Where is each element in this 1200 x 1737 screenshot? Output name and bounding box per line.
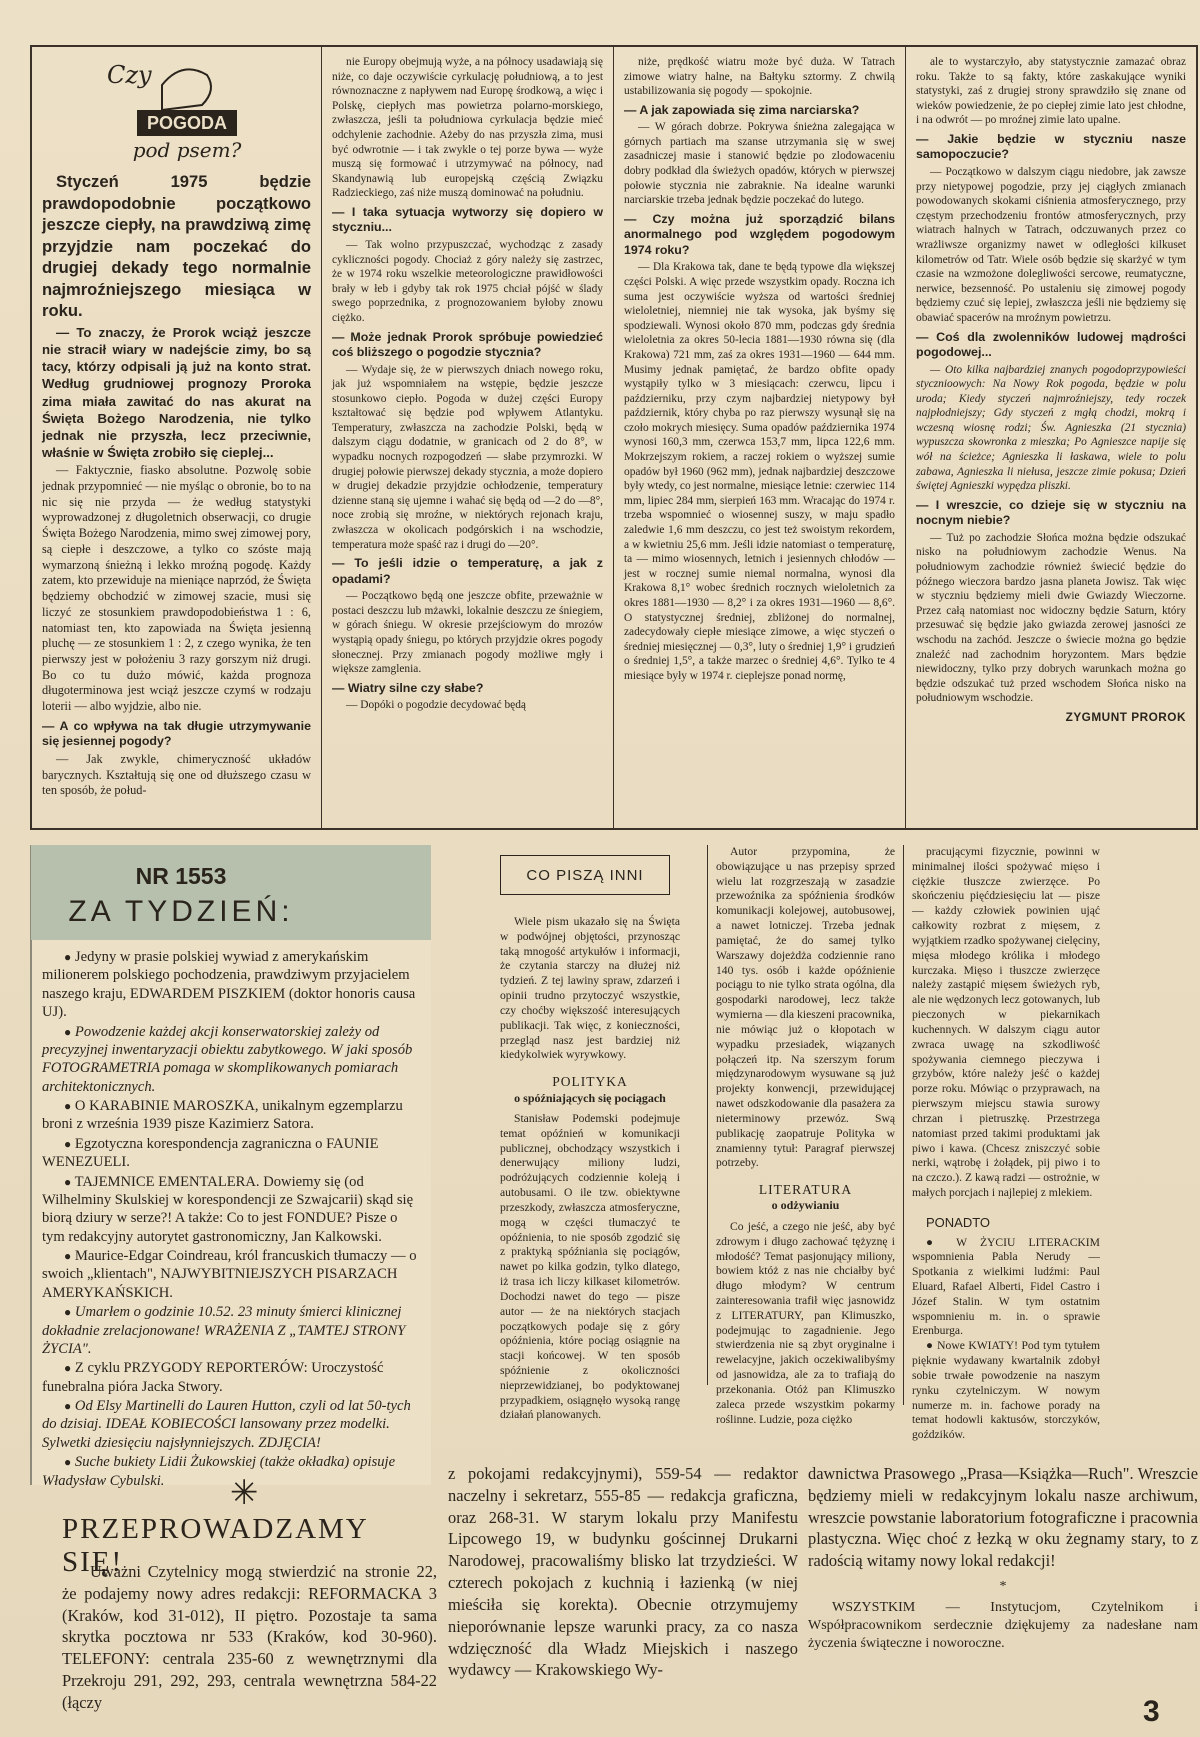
list-item: ● Maurice-Edgar Coindreau, król francuskich tłumaczy — o swoich „klientach", NAJWYBITNIEJSZYCH PISARZACH AMERYKAŃSKICH. [42, 1248, 417, 1301]
section-heading: LITERATURA [758, 1182, 853, 1198]
bottom-section [30, 845, 1198, 1725]
article-question: — A jak zapowiada się zima narciarska? [624, 102, 860, 117]
list-item: ● Z cyklu PRZYGODY REPORTERÓW: Uroczystość funebralna pióra Jacka Stwory. [42, 1360, 384, 1395]
article-paragraph: — Tak wolno przypuszczać, wychodząc z zasady cykliczności pogody. Chociaż z góry należy się zastrzec, że w 1974 roku wszelkie meteorologiczne prawidłowości brały w łeb i gdyby tak rok 1975 chciał pójść w ślady swego poprzednika, z prognozowaniem byłoby znowu ciężko. [332, 238, 603, 324]
thanks-note: WSZYSTKIM — Instytucjom, Czytelnikom i Współpracownikom serdecznie dziękujemy za nadesłane nam życzenia świąteczne i noworoczne. [808, 1599, 1198, 1652]
logo-pod-psem-text: pod psem? [132, 138, 241, 162]
article-paragraph: — Początkowo w dalszym ciągu niedobre, jak zawsze przy nietypowej pogodzie, przy jej ciągłych zmianach powodowanych skokami ciśnienia atmosferycznego, przy częstym przechodzeniu frontów atmosferycznych, przy wiatrach halnych w Tatrach, odczuwanych przez co wrażliwsze organizmy nawet w odległości kilkuset kilometrów od Tatr. Wiele osób będzie się skarżyć w tym czasie na wzmożone dolegliwości sercowe, reumatyczne, nerwice, bezsenność. Po ustaleniu się zimowej pogody będziemy czuć się lepiej, zwłaszcza jeśli nie będziemy się obawiać spacerów na mroźnym powietrzu. [916, 165, 1186, 324]
press-review-title: CO PISZĄ INNI [500, 855, 670, 895]
list-item: ● W ŻYCIU LITERACKIM wspomnienia Pabla Nerudy — Spotkania z wielkimi ludźmi: Paul Eluard, Rafael Alberti, Fidel Castro i Józef Stalin. W tym ostatnim wspomnieniu m. in. o sprawie Erenburga. [912, 1235, 1100, 1338]
article-paragraph: — W górach dobrze. Pokrywa śnieżna zalegająca w górnych partiach ma szanse utrzymania się w swej zasadniczej masie i stanowić będzie po zlodowaceniu dobry podkład dla świeżych opadów, których w pierwszej połowie stycznia nie zabraknie. Na idealne warunki narciarskie trzeba jednak będzie poczekać do lutego. [624, 121, 895, 207]
article-paragraph: — Początkowo będą one jeszcze obfite, przeważnie w postaci deszczu lub mżawki, lokalnie deszczu ze śniegiem, w górach śniegu. W okresie przejściowym do mrozów wystąpią opady śniegu, po których przyjdzie okres pogody słonecznej. Przy zmianach pogody możliwe mgły i większe zamglenia. [332, 590, 603, 676]
article-paragraph: — Dla Krakowa tak, dane te będą typowe dla większej części Polski. A więc przede wszystkim opady. Roczna ich suma jest oczywiście wyższa od wartości średniej wieloletniej, niemniej nie tak wysoka, jak byśmy się spodziewali. Wynosi około 870 mm, podczas gdy średnia wieloletnia za okres 50-lecia 1881—1930 równa się (dla Krakowa) 721 mm, zaś za okres 1931—1960 — 644 mm. Musimy jednak pamiętać, że bardzo obfite opady wystąpiły tylko w 3 miesiącach: czerwcu, lipcu i październiku, przy czym najbardziej nietypowy był październik, który chyba po raz pierwszy wysunął się na czoło mokrych miesięcy. Suma opadów października 1974 wynosi 160,3 mm, czerwca 153,7 mm, lipca 122,6 mm. Mokrzejszym rokiem, a raczej rokiem o wyższej sumie opadów był 1960 (962 mm), jednak najbardziej deszczowe były wtedy, co jest normalne, miesiące letnie: czerwiec 114 mm, lipiec 284 mm, sierpień 163 mm. Wracając do 1974 r. trzeba wspomnieć o wiosennej suszy, w maju spadło zaledwie 1,6 mm deszczu, co jest też swoistym rekordem, a w kwietniu 25,6 mm. Jeśli idzie natomiast o temperaturę, ta — mimo wiosennych, letnich i jesiennych chłodów — jest w rocznej sumie niemal normalna, wynosi dla Krakowa 8,1° wobec średnich rocznych wieloletnich za okres 1881—1930 — 8,2° i za okres 1931—1960 — 8,6°. O statystycznej średniej, zbliżonej do normalnej, zadecydowały ciepłe miesiące zimowe, a więc styczeń o średniej miesięcznej — 0,3°, luty o średniej 1,9° i grudzień o średniej 1,5°, a także marzec o średniej 4,6°. Tylko te 4 miesiące były w 1974 r. cieplejsze ponad normę, [624, 261, 895, 682]
article-question: — I taka sytuacja wytworzy się dopiero w styczniu... [332, 204, 603, 235]
article-paragraph: — Jak zwykle, chimeryczność układów barycznych. Kształtują się one od dłuższego czasu w ten sposób, że połud- [42, 751, 311, 798]
author-signature: ZYGMUNT PROROK [1065, 709, 1186, 724]
article-question: — Wiatry silne czy słabe? [332, 680, 484, 695]
article-question: — Coś dla zwolenników ludowej mądrości pogodowej... [916, 329, 1186, 359]
list-item: ● Od Elsy Martinelli do Lauren Hutton, czyli od lat 50-tych do dzisiaj. IDEAŁ KOBIECOŚCI lansowany przez modelki. Sylwetki dziesięciu najsłynniejszych. ZDJĘCIA! [42, 1398, 411, 1451]
article-paragraph: ale to wystarczyło, aby statystycznie zamazać obraz roku. Także to są fakty, które zaskakujące wyniki statystyki, zaś z drugiej strony sprawdziło się znane od wieków powiedzenie, że po ciepłej zimie lato jest chłodne, i na odwrót — po mroźnej zimie lato upalne. [916, 56, 1186, 127]
section-heading: POLITYKA [552, 1074, 628, 1090]
list-item: ● Nowe KWIATY! Pod tym tytułem pięknie wydawany kwartalnik zdobył sobie trwałe powodzenie na naszym rynku czytelniczym. W nowym numerze m. in. fachowe porady na temat hodowli kaktusów, storczyków, goździków. [912, 1339, 1100, 1442]
press-review-column-1: Wiele pism ukazało się na Święta w podwójnej objętości, przynosząc taką mnogość artykułów i informacji, że czytania starczy na dłużej niż tydzień. Z tej lawiny spraw, zdarzeń i opinii trudno przytoczyć wszystkie, czy choćby większość interesujących publikacji. Tak więc, z konieczności, przegląd nasz jest bardziej niż kiedykolwiek wyrywkowy. POLITYKA o spóźniających się pociągach Stanisław Podemski podejmuje temat opóźnień w komunikacji publicznej, obchodzący wszystkich i denerwujący miliony ludzi, podróżujących codziennie koleją i autobusami. O ile tzw. obiektywne przeszkody, zwłaszcza atmosferyczne, mogą w części tłumaczyć te opóźnienia, to nie sposób zgodzić się z praktyką spóźniania się pociągów, nawet po kilka godzin, tylko dlatego, iż trasa ich liczy kilkaset kilometrów. Dochodzi nawet do tego — pisze autor — że na niektórych stacjach początkowych podaje się z góry opóźnienia, które pociąg osiągnie na stacji końcowej. W ten sposób spóźnienie z okoliczności nieprzewidzianej, bo podyktowanej przypadkiem, osiągnęło wysoką rangę działań planowanych. [500, 915, 680, 1422]
list-item: ● O KARABINIE MAROSZKA, unikalnym egzemplarzu broni z września 1939 pisze Kazimierz Satora. [42, 1098, 403, 1133]
moving-text-3: dawnictwa Prasowego „Prasa—Książka—Ruch". Wreszcie będziemy mieli w redakcyjnym lokalu nasze archiwum, wreszcie powstanie laboratorium fotograficzne i pracownia plastyczna. Więc choć z łezką w oku żegnamy stary, to z radością witamy nowy lokal redakcji! * WSZYSTKIM — Instytucjom, Czytelnikom i Współpracownikom serdecznie dziękujemy za nadesłane nam życzenia świąteczne i noworoczne. [808, 1463, 1198, 1653]
article-paragraph: niże, prędkość wiatru może być duża. W Tatrach zimowe wiatry halne, na Bałtyku sztormy. Z chwilą ustabilizowania się pogody — spokojnie. [624, 56, 895, 98]
pogoda-logo [42, 55, 311, 165]
press-review-column-3: pracującymi fizycznie, powinni w minimalnej ilości spożywać mięso i ciężkie tłuszcze zwierzęce. Po skończeniu pięćdziesięciu lat — pisze — każdy człowiek powinien ująć całkowity rozbrat z mięsem, z wyjątkiem rzadko spożywanej cielęciny, mięsa młodego królika i młodego kurczaka. Mięso i tłuszcze zwierzęce należy zastąpić mięsem świeżych ryb, ale nie wędzonych lecz gotowanych, lub pieczonych w piekarnikach kuchennych. W dalszym ciągu autor zwraca uwagę na szkodliwość spożywania ciemnego pieczywa i grzybów, które należy jeść o każdej porze roku. Mówiąc o przyprawach, na pierwszym miejscu stawia surowy chrzan i pietruszkę. Przestrzega natomiast przed takimi produktami jak piwo i kawa. (Chcesz zniszczyć sobie nerki, wątrobę i żołądek, pij piwo i to na czczo.). Z kawą radzi — ostrożnie, w małych porcjach i najlepiej z mlekiem. PONADTO ● W ŻYCIU LITERACKIM wspomnienia Pabla Nerudy — Spotkania z wielkimi ludźmi: Paul Eluard, Rafael Alberti, Fidel Castro i Józef Stalin. W tym ostatnim wspomnieniu m. in. o sprawie Erenburga. ● Nowe KWIATY! Pod tym tytułem pięknie wydawany kwartalnik zdobył sobie trwałe powodzenie na naszym rynku czytelniczym. W nowym numerze m. in. fachowe porady na temat hodowli kaktusów, storczyków, goździków. [903, 845, 1100, 1405]
article-column-2 [322, 47, 614, 828]
article-question: — Może jednak Prorok spróbuje powiedzieć coś bliższego o pogodzie stycznia? [332, 329, 603, 359]
list-item: ● TAJEMNICE EMENTALERA. Dowiemy się (od Wilhelminy Skulskiej w korespondencji ze Szwajcarii) skąd się biorą dziury w serze?! A także: Co to jest FONDUE? Pisze o tym redakcyjny autorytet gastronomiczny, Jan Kalkowski. [42, 1173, 414, 1245]
list-item: ● Suche bukiety Lidii Żukowskiej (także okładka) opisuje Władysław Cybulski. [42, 1454, 396, 1489]
asterisk-icon: ✳ [230, 1473, 259, 1513]
logo-czy-text: Czy [106, 61, 152, 89]
article-paragraph: — Wydaje się, że w pierwszych dniach nowego roku, jak już wspomniałem na wstępie, będzie jeszcze stosunkowo ciepło. Pogoda w dużej części Europy kształtować się będzie pod wpływem Atlantyku. Temperatury, zwłaszcza na zachodzie Polski, będą w dalszym ciągu dodatnie, w granicach od 2 do 8°, w wypadku nocnych rozpogodzeń — słabe przymrozki. W drugiej połowie pierwszej dekady stycznia, a może dopiero w drugiej dekadzie przyjdzie ochłodzenie, temperatury dzienne staną się ujemne i wahać się będą od —2 do —8°, noce zrobią się mroźne, w niektórych rejonach kraju, zwłaszcza w okolicach podgórskich i na wschodzie, temperatura może spaść raz i drugi do —20°. [332, 363, 603, 551]
section-subheading: o odżywianiu [771, 1198, 840, 1213]
article-question: — Jakie będzie w styczniu nasze samopoczucie? [916, 131, 1186, 162]
article-question: — A co wpływa na tak długie utrzymywanie się jesiennej pogody? [42, 718, 311, 749]
press-review-column-2: Autor przypomina, że obowiązujące u nas przepisy sprzed wielu lat rozgrzeszają w zasadzie przewoźnika za spóźnienia środków komunikacji kolejowej, autobusowej, a nawet lotniczej. Trzeba jednak pamiętać, że do samej tylko Warszawy dojeżdża codziennie rano 140 tys. osób i każde opóźnienie pociągu to nie tylko strata ogólna, dla gospodarki narodowej, lecz także wymierna — dla kieszeni pracownika, nie mówiąc już o kłopotach w wypadku przesiadek, wiązanych połączeń itp. Na szerszym forum międzynarodowym wysuwane są już projekty konwencji, przewidującej nawet odszkodowanie dla pasażera za nieterminowy przewóz. Swą publikację zaopatruje Polityka w znamienny tytuł: Paragraf pierwszej potrzeby. LITERATURA o odżywianiu Co jeść, a czego nie jeść, aby być zdrowym i długo zachować tężyznę i młodość? Temat pasjonujący miliony, bowiem któż z nas nie chciałby być długo młodym? W centrum zainteresowania trafił więc jasnowidz z LITERATURY, pan Klimuszko, podejmując to zagadnienie. Jego stwierdzenia nie są zbyt oryginalne i rewelacyjne, jakich oczekiwalibyśmy od jasnowidza, ale za to trafiają do przekonania. Otóż pan Klimuszko zaleca przede wszystkim pokarmy roślinne. Ludzie, poza ciężko [707, 845, 895, 1385]
article-paragraph: nie Europy obejmują wyże, a na północy usadawiają się niże, co daje oczywiście cyrkulację południową, a to jest równoznaczne z napływem nad Europę środkową, a więc i Polskę, ciepłych mas powietrza polarno-morskiego, zwłaszcza, jeśli ta południowa cyrkulacja będzie mieć odchylenie zachodnie. Ażeby do nas przyszła zima, musi być odwrotnie — i tak zwykle o tej porze bywa — wyże muszą się formować i utrzymywać na północy, nad Skandynawią lub europejską częścią Związku Radzieckiego, zaś niże muszą dominować na południu. [332, 56, 603, 200]
page-number: 3 [1143, 1695, 1160, 1728]
article-question: — Czy można już sporządzić bilans anormalnego pod względem pogodowym 1974 roku? [624, 211, 895, 257]
article-paragraph: — Oto kilka najbardziej znanych pogodoprzypowieści stycznioowych: Na Nowy Rok pogoda, będzie w polu uroda; Kiedy styczeń najmroźniejszy, tedy roczek najpłodniejszy; Gdy styczeń z mgłą chodzi, mokrą i wczesną wiosnę rodzi; Św. Agnieszka (21 stycznia) wypuszcza skowronka z mieszka; Po Agnieszce napije się wół na ścieżce; Agnieszka li łaskawa, wiele to polu zabawa, Agnieszka li niełusa, jeszcze zimie pokusa; Dzień świętej Agnieszki wypędza pliszki. [916, 363, 1186, 493]
weather-article [30, 45, 1198, 830]
article-question-1: — To znaczy, że Prorok wciąż jeszcze nie stracił wiary w nadejście zimy, bo są tacy, którzy odpisali ją już na konto strat. Według grudniowej prognozy Proroka zima miała zawitać do nas akurat na Święta Bożego Narodzenia, nie tylko jednak nie przyszła, lecz przeciwnie, właśnie w Święta zrobiło się cieplej... [42, 324, 311, 461]
press-review [475, 845, 1198, 1445]
article-paragraph: — Faktycznie, fiasko absolutne. Pozwolę sobie jednak przypomnieć — nie myśląc o obronie, bo to na nic się nie przyda — że według statystyki wyprowadzonej z długoletnich obserwacji, co drugie Święta Bożego Narodzenia, mimo swej zimowej pory, są ciepłe i deszczowe, a tylko co szóste mają wymarzoną śnieżną i lekko mroźną pogodę. Każdy zatem, kto przewiduje na mieniące naprzód, że Święta będziemy obchodzić w zimowej szacie, musi się liczyć ze stosunkiem prawdopodobieństwa 1 : 6, natomiast ten, kto zapowiada na Święta jesienną pluchę — ze stosunkiem 1 : 2, z czego wynika, że ten pierwszy jest w położeniu 3 razy gorszym niż drugi. Bo co tu dużo mówić, każda prognoza długoterminowa jest wciąż jeszcze czymś w rodzaju loterii — albo wyjdzie, albo nie. [42, 463, 311, 714]
issue-number: NR 1553 [135, 863, 227, 889]
moving-title: PRZEPROWADZAMY SIĘ! [62, 1513, 368, 1578]
section-subheading: o spóźniających się pociągach [514, 1090, 666, 1105]
next-issue-title: ZA TYDZIEŃ: [68, 895, 294, 928]
article-paragraph: — Tuż po zachodzie Słońca można będzie odszukać nisko na południowym zachodzie Wenus. Na południowym zachodzie również świecić będzie do późnego wieczora bardzo jasna planeta Jowisz. Tak więc w styczniu będziemy mieli dwie Gwiazdy Wieczorne. Przez całą natomiast noc widoczny będzie Saturn, który przesuwać się będzie jako gwiazda zerowej jasności ze wschodu na zachód. Jeszcze o świecie można go będzie znaleźć nad zachodnim horyzontem. Mars będzie niewidoczny, tylko przy dobrych warunkach można go będzie odszukać tuż przed wschodem Słońca nisko na południowym wschodzie. [916, 531, 1186, 705]
list-item: ● Jedyny w prasie polskiej wywiad z amerykańskim milionerem polskiego pochodzenia, prawdziwym przyjacielem naszego kraju, EDWARDEM PISZKIEM (doktor honoris causa UJ). [42, 949, 416, 1021]
section-heading: PONADTO [926, 1214, 991, 1230]
star-divider: * [999, 1579, 1007, 1595]
article-question: — To jeśli idzie o temperaturę, a jak z opadami? [332, 556, 603, 586]
next-issue-header [31, 845, 431, 955]
next-issue-box [30, 845, 430, 1489]
article-paragraph: — Dopóki o pogodzie decydować będą [346, 699, 526, 712]
moving-text-1: Uważni Czytelnicy mogą stwierdzić na stronie 22, że podajemy nowy adres redakcji: REFORMACKA 3 (Kraków, kod 31-012), II piętro. Pozostaje ta sama skrytka pocztowa nr 533 (Kraków, kod 30-960). TELEFONY: centrala 235-60 z wewnętrznymi dla Przekroju 291, 292, 293, centrala wewnętrzna 584-22 (łączy [62, 1562, 437, 1712]
logo-pogoda-text: POGODA [146, 113, 227, 133]
article-column-3 [614, 47, 906, 828]
article-lead: Styczeń 1975 będzie prawdopodobnie początkowo jeszcze ciepły, na prawdziwą zimę przyjdzie nam poczekać do drugiej dekady tego normalnie najmroźniejszego miesiąca w roku. [42, 172, 311, 321]
article-question: — I wreszcie, co dzieje się w styczniu na nocnym niebie? [916, 497, 1186, 528]
list-item: ● Powodzenie każdej akcji konserwatorskiej zależy od precyzyjnej inwentaryzacji obiektu zabytkowego. W jaki sposób FOTOGRAMETRIA pomaga w skomplikowanych pomiarach architektonicznych. [42, 1023, 413, 1095]
article-column-4 [906, 47, 1196, 828]
article-column-1 [32, 47, 322, 828]
next-issue-list [31, 940, 431, 1489]
list-item: ● Umarłem o godzinie 10.52. 23 minuty śmierci klinicznej dokładnie zrelacjonowane! WRAŻENIA Z „TAMTEJ STRONY ŻYCIA". [42, 1304, 406, 1357]
moving-text-2: z pokojami redakcyjnymi), 559-54 — redaktor naczelny i sekretarz, 555-85 — redakcja graficzna, oraz 268-31. W starym lokalu przy Manifestu Lipcowego 19, w budynku gościnnej Drukarni Narodowej, pracowaliśmy blisko lat trzydzieści. W czterech pokojach z kuchnią i łazienką (w niej mieściła się korekta). Obecnie otrzymujemy nieporównanie lepsze warunki pracy, za co nasza wdzięczność dla Władz Miejskich i naszego wydawcy — Krakowskiego Wy- [448, 1464, 798, 1680]
list-item: ● Egzotyczna korespondencja zagraniczna o FAUNIE WENEZUELI. [42, 1135, 379, 1171]
